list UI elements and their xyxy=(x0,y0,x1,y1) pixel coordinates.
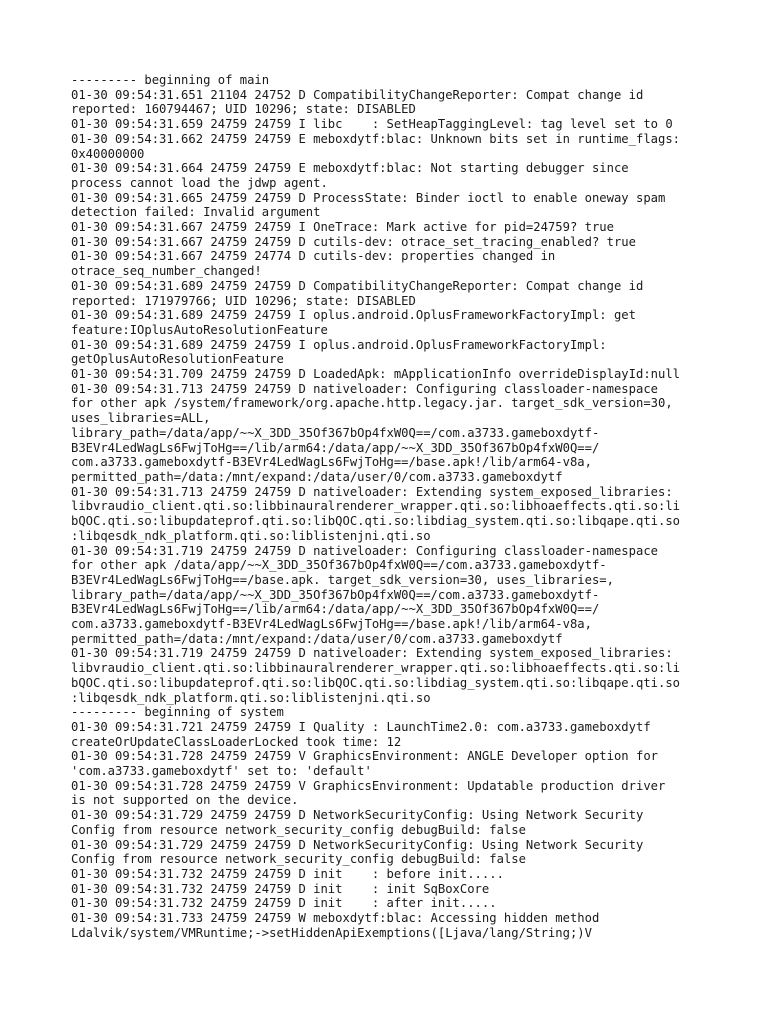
log-line: for other apk /data/app/~~X_3DD_35Of367bOp4fxW0Q==/com.a3733.gameboxdytf- xyxy=(71,558,607,573)
log-line: :libqesdk_ndk_platform.qti.so:liblistenjni.qti.so xyxy=(71,528,431,543)
log-line: createOrUpdateClassLoaderLocked took time: 12 xyxy=(71,734,402,749)
log-line: 01-30 09:54:31.721 24759 24759 I Quality : LaunchTime2.0: com.a3733.gameboxdytf xyxy=(71,719,651,734)
log-line: 01-30 09:54:31.651 21104 24752 D CompatibilityChangeReporter: Compat change id xyxy=(71,87,644,102)
log-line: 01-30 09:54:31.667 24759 24759 D cutils-dev: otrace_set_tracing_enabled? true xyxy=(71,234,636,249)
log-line: 01-30 09:54:31.659 24759 24759 I libc : SetHeapTaggingLevel: tag level set to 0 xyxy=(71,117,673,132)
log-line: 01-30 09:54:31.732 24759 24759 D init : after init..... xyxy=(71,896,497,911)
log-document xyxy=(71,73,711,940)
log-line: B3EVr4LedWagLs6FwjToHg==/lib/arm64:/data/app/~~X_3DD_35Of367bOp4fxW0Q==/ xyxy=(71,602,600,617)
log-line: reported: 160794467; UID 10296; state: DISABLED xyxy=(71,102,416,117)
log-line: permitted_path=/data:/mnt/expand:/data/user/0/com.a3733.gameboxdytf xyxy=(71,469,563,484)
log-line: B3EVr4LedWagLs6FwjToHg==/base.apk. target_sdk_version=30, uses_libraries=, xyxy=(71,572,614,587)
log-line: for other apk /system/framework/org.apache.http.legacy.jar. target_sdk_version=30, xyxy=(71,396,673,411)
log-line: library_path=/data/app/~~X_3DD_35Of367bOp4fxW0Q==/com.a3733.gameboxdytf- xyxy=(71,587,600,602)
log-line: 01-30 09:54:31.664 24759 24759 E meboxdytf:blac: Not starting debugger since xyxy=(71,161,629,176)
log-line: libvraudio_client.qti.so:libbinauralrenderer_wrapper.qti.so:libhoaeffects.qti.so:li xyxy=(71,499,681,514)
log-line: uses_libraries=ALL, xyxy=(71,411,211,426)
log-line: process cannot load the jdwp agent. xyxy=(71,175,328,190)
log-line: getOplusAutoResolutionFeature xyxy=(71,352,284,367)
log-line: Ldalvik/system/VMRuntime;->setHiddenApiExemptions([Ljava/lang/String;)V xyxy=(71,925,592,940)
log-line: reported: 171979766; UID 10296; state: DISABLED xyxy=(71,293,416,308)
log-line: permitted_path=/data:/mnt/expand:/data/user/0/com.a3733.gameboxdytf xyxy=(71,631,563,646)
log-line: 01-30 09:54:31.713 24759 24759 D nativeloader: Configuring classloader-namespace xyxy=(71,381,658,396)
log-line: libvraudio_client.qti.so:libbinauralrenderer_wrapper.qti.so:libhoaeffects.qti.so:li xyxy=(71,661,681,676)
log-line: 'com.a3733.gameboxdytf' set to: 'default' xyxy=(71,764,372,779)
log-line: 01-30 09:54:31.689 24759 24759 I oplus.android.OplusFrameworkFactoryImpl: get xyxy=(71,308,636,323)
log-line: 01-30 09:54:31.665 24759 24759 D ProcessState: Binder ioctl to enable oneway spam xyxy=(71,190,666,205)
log-line: 01-30 09:54:31.667 24759 24774 D cutils-dev: properties changed in xyxy=(71,249,556,264)
log-line: 01-30 09:54:31.709 24759 24759 D LoadedApk: mApplicationInfo overrideDisplayId:null xyxy=(71,367,681,382)
log-line: 01-30 09:54:31.729 24759 24759 D NetworkSecurityConfig: Using Network Security xyxy=(71,837,644,852)
log-line: com.a3733.gameboxdytf-B3EVr4LedWagLs6FwjToHg==/base.apk!/lib/arm64-v8a, xyxy=(71,455,592,470)
log-line: bQOC.qti.so:libupdateprof.qti.so:libQOC.qti.so:libdiag_system.qti.so:libqape.qti.so xyxy=(71,675,681,690)
log-line: 01-30 09:54:31.719 24759 24759 D nativeloader: Extending system_exposed_libraries: xyxy=(71,646,673,661)
log-line: library_path=/data/app/~~X_3DD_35Of367bOp4fxW0Q==/com.a3733.gameboxdytf- xyxy=(71,425,600,440)
log-line: 0x40000000 xyxy=(71,146,145,161)
log-line: feature:IOplusAutoResolutionFeature xyxy=(71,322,328,337)
log-line: 01-30 09:54:31.729 24759 24759 D NetworkSecurityConfig: Using Network Security xyxy=(71,808,644,823)
log-line: 01-30 09:54:31.719 24759 24759 D nativeloader: Configuring classloader-namespace xyxy=(71,543,658,558)
log-line: detection failed: Invalid argument xyxy=(71,205,321,220)
log-lines xyxy=(71,73,711,940)
log-line: bQOC.qti.so:libupdateprof.qti.so:libQOC.qti.so:libdiag_system.qti.so:libqape.qti.so xyxy=(71,514,681,529)
log-line: 01-30 09:54:31.728 24759 24759 V GraphicsEnvironment: Updatable production driver xyxy=(71,778,666,793)
log-line: --------- beginning of system xyxy=(71,705,284,720)
log-line: Config from resource network_security_config debugBuild: false xyxy=(71,822,526,837)
log-line: com.a3733.gameboxdytf-B3EVr4LedWagLs6FwjToHg==/base.apk!/lib/arm64-v8a, xyxy=(71,617,592,632)
log-line: 01-30 09:54:31.689 24759 24759 D CompatibilityChangeReporter: Compat change id xyxy=(71,278,644,293)
log-line: 01-30 09:54:31.713 24759 24759 D nativeloader: Extending system_exposed_libraries: xyxy=(71,484,673,499)
log-line: otrace_seq_number_changed! xyxy=(71,264,262,279)
log-line: 01-30 09:54:31.728 24759 24759 V GraphicsEnvironment: ANGLE Developer option for xyxy=(71,749,658,764)
log-line: 01-30 09:54:31.662 24759 24759 E meboxdytf:blac: Unknown bits set in runtime_flags: xyxy=(71,131,681,146)
log-line: 01-30 09:54:31.689 24759 24759 I oplus.android.OplusFrameworkFactoryImpl: xyxy=(71,337,607,352)
log-line: 01-30 09:54:31.732 24759 24759 D init : before init..... xyxy=(71,866,504,881)
log-line: is not supported on the device. xyxy=(71,793,299,808)
log-line: :libqesdk_ndk_platform.qti.so:liblistenjni.qti.so xyxy=(71,690,431,705)
log-line: 01-30 09:54:31.732 24759 24759 D init : init SqBoxCore xyxy=(71,881,490,896)
log-line: --------- beginning of main xyxy=(71,73,270,87)
log-line: 01-30 09:54:31.733 24759 24759 W meboxdytf:blac: Accessing hidden method xyxy=(71,911,600,926)
log-line: B3EVr4LedWagLs6FwjToHg==/lib/arm64:/data/app/~~X_3DD_35Of367bOp4fxW0Q==/ xyxy=(71,440,600,455)
log-line: 01-30 09:54:31.667 24759 24759 I OneTrace: Mark active for pid=24759? true xyxy=(71,220,614,235)
log-line: Config from resource network_security_config debugBuild: false xyxy=(71,852,526,867)
